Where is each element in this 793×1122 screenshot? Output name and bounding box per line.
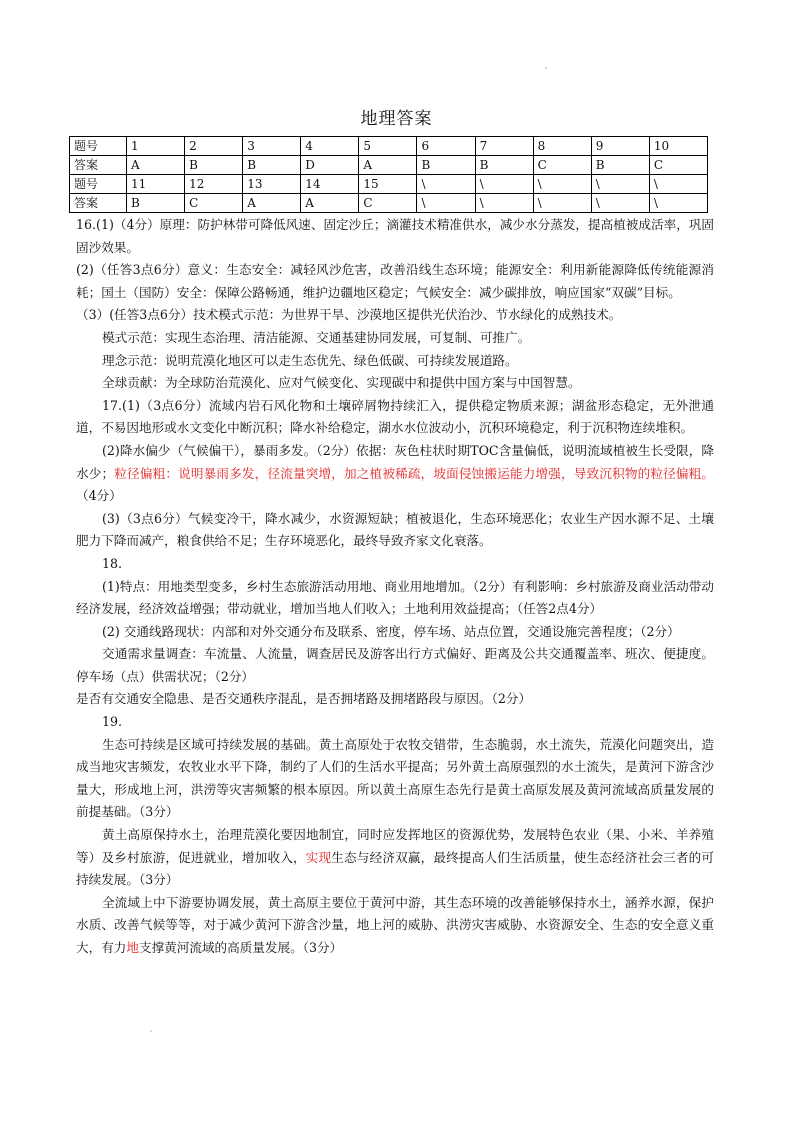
q16-part2: (2)（任答3点6分）意义：生态安全：减轻风沙危害，改善沿线生态环境；能源安全：利用新能源降低传统能源消耗；国土（国防）安全：保障公路畅通，维护边疆地区稳定；气候安全：减少碳排放，响应国家“双碳”目标。 bbox=[76, 262, 714, 300]
q18-part2-demand: 交通需求量调查：车流量、人流量，调查居民及游客出行方式偏好、距离及公共交通覆盖率、班次、便捷度。停车场（点）供需状况；（2分） bbox=[76, 646, 714, 684]
answer-table-cell: A bbox=[301, 194, 359, 213]
q16-part3-global: 全球贡献：为全球防治荒漠化、应对气候变化、实现碳中和提供中国方案与中国智慧。 bbox=[102, 375, 581, 391]
answer-table-cell: 10 bbox=[649, 137, 707, 156]
answer-table-cell: \ bbox=[475, 175, 533, 194]
answer-table-cell: \ bbox=[417, 175, 475, 194]
answer-table-row-header: 题号 bbox=[70, 175, 127, 194]
q19-para2-text: 黄土高原保持水土，治理荒漠化要因地制宜，同时应发挥地区的资源优势，发展特色农业（果、小米、羊养殖等）及乡村旅游，促进就业，增加收入， bbox=[76, 827, 714, 865]
answer-table-cell: C bbox=[533, 156, 591, 175]
answer-table-cell: A bbox=[127, 156, 185, 175]
scan-speck bbox=[545, 67, 547, 69]
answer-table-row-header: 答案 bbox=[70, 194, 127, 213]
q19-para3-text: 全流域上中下游要协调发展，黄土高原主要位于黄河中游，其生态环境的改善能够保持水土，涵养水源，保护水质、改善气候等等，对于减少黄河下游含沙量，地上河的威胁、洪涝灾害威胁、水资源安全、生态的安全意义重大，有力 bbox=[76, 894, 714, 955]
q18-part2: (2) 交通线路现状：内部和对外交通分布及联系、密度，停车场、站点位置，交通设施完善程度；（2分） bbox=[102, 623, 680, 639]
answer-table-cell: 9 bbox=[591, 137, 649, 156]
answer-body bbox=[76, 214, 714, 960]
answer-table-cell: B bbox=[243, 156, 301, 175]
q16-part3-mode: 模式示范：实现生态治理、清洁能源、交通基建协同发展，可复制、可推广。 bbox=[102, 329, 531, 345]
q17-part2-text: (2)降水偏少（气候偏干），暴雨多发。（2分）依据：灰色柱状时期TOC含量偏低，说明流域植被生长受限，降水少； bbox=[76, 442, 714, 481]
answer-table-cell: D bbox=[301, 156, 359, 175]
answer-table-row bbox=[70, 156, 708, 175]
answer-table-cell: 3 bbox=[243, 137, 301, 156]
answer-table-cell: 4 bbox=[301, 137, 359, 156]
scan-speck bbox=[150, 1030, 152, 1032]
answer-table-cell: \ bbox=[649, 175, 707, 194]
answer-table-row bbox=[70, 137, 708, 156]
answer-table-cell: A bbox=[243, 194, 301, 213]
answer-table-cell: C bbox=[359, 194, 417, 213]
answer-table-cell: 1 bbox=[127, 137, 185, 156]
answer-table-cell: \ bbox=[533, 175, 591, 194]
answer-table-row bbox=[70, 175, 708, 194]
answer-table-cell: \ bbox=[591, 175, 649, 194]
q17-part2-highlight: 粒径偏粗：说明暴雨多发，径流量突增，加之植被稀疏，坡面侵蚀搬运能力增强，导致沉积物的粒径偏粗。 bbox=[114, 465, 715, 481]
answer-table-cell: \ bbox=[591, 194, 649, 213]
answer-table-cell: 14 bbox=[301, 175, 359, 194]
answer-table-cell: \ bbox=[533, 194, 591, 213]
answer-table-cell: 13 bbox=[243, 175, 301, 194]
q19-para3-highlight: 地 bbox=[126, 940, 139, 955]
answer-table-cell: 8 bbox=[533, 137, 591, 156]
answer-table-cell: 12 bbox=[185, 175, 243, 194]
q19-para2-rest: 生态与经济双赢，最终提高人们生活质量，使生态经济社会三者的可持续发展。（3分） bbox=[76, 849, 715, 888]
answer-table-row bbox=[70, 194, 708, 213]
q17-part2-score: （4分） bbox=[76, 488, 122, 504]
page-title: 地理答案 bbox=[360, 109, 433, 129]
q18-part1: (1)特点：用地类型变多，乡村生态旅游活动用地、商业用地增加。（2分）有利影响：乡村旅游及商业活动带动经济发展，经济效益增强；带动就业，增加当地人们收入；土地利用效益提高；（任答2点4分） bbox=[76, 578, 714, 617]
q19-para2-highlight: 实现 bbox=[305, 849, 332, 865]
answer-table bbox=[69, 136, 708, 213]
q19-para2 bbox=[76, 824, 714, 892]
answer-table-cell: 7 bbox=[475, 137, 533, 156]
q16-part3: （3）(任答3点6分）技术模式示范：为世界干旱、沙漠地区提供光伏治沙、节水绿化的成熟技术。 bbox=[76, 307, 622, 323]
answer-table-cell: B bbox=[475, 156, 533, 175]
answer-table-cell: 11 bbox=[127, 175, 185, 194]
answer-table-cell: C bbox=[185, 194, 243, 213]
q19-para3-rest: 支撑黄河流域的高质量发展。（3分） bbox=[138, 940, 343, 955]
answer-table-cell: B bbox=[417, 156, 475, 175]
answer-table-cell: B bbox=[185, 156, 243, 175]
q16-part1: 16.(1)（4分）原理：防护林带可降低风速、固定沙丘；滴灌技术精准供水，减少水分蒸发，提高植被成活率，巩固固沙效果。 bbox=[76, 217, 714, 255]
answer-table-cell: A bbox=[359, 156, 417, 175]
answer-table-row-header: 题号 bbox=[70, 137, 127, 156]
answer-table-cell: \ bbox=[417, 194, 475, 213]
q18-part2-safety: 是否有交通安全隐患、是否交通秩序混乱，是否拥堵路及拥堵路段与原因。（2分） bbox=[76, 691, 532, 707]
answer-table-cell: \ bbox=[475, 194, 533, 213]
answer-table-row-header: 答案 bbox=[70, 156, 127, 175]
q16-part3-concept: 理念示范：说明荒漠化地区可以走生态优先、绿色低碳、可持续发展道路。 bbox=[102, 352, 518, 368]
q19-number: 19. bbox=[102, 714, 123, 730]
q17-part2 bbox=[76, 440, 714, 508]
answer-table-cell: 15 bbox=[359, 175, 417, 194]
answer-table-cell: 6 bbox=[417, 137, 475, 156]
answer-table-cell: C bbox=[649, 156, 707, 175]
answer-table-cell: 5 bbox=[359, 137, 417, 156]
answer-table-cell: 2 bbox=[185, 137, 243, 156]
q19-para3 bbox=[76, 892, 714, 960]
q17-part3: (3)（3点6分）气候变冷干，降水减少，水资源短缺；植被退化，生态环境恶化；农业生产因水源不足、土壤肥力下降而减产，粮食供给不足；生存环境恶化，最终导致齐家文化衰落。 bbox=[76, 510, 714, 549]
answer-table-cell: \ bbox=[649, 194, 707, 213]
q18-number: 18. bbox=[102, 555, 123, 571]
answer-table-cell: B bbox=[591, 156, 649, 175]
q19-para1: 生态可持续是区域可持续发展的基础。黄土高原处于农牧交错带，生态脆弱，水土流失，荒漠化问题突出，造成当地灾害频发，农牧业水平下降，制约了人们的生活水平提高；另外黄土高原强烈的水土流失，是黄河下游含沙量大，形成地上河，洪涝等灾害频繁的根本原因。所以黄土高原生态先行是黄土高原发展及黄河流域高质量发展的前提基础。（3分） bbox=[76, 736, 714, 820]
q17-part1: 17.(1)（3点6分）流域内岩石风化物和土壤碎屑物持续汇入，提供稳定物质来源；湖盆形态稳定，无外泄通道，不易因地形或水文变化中断沉积；降水补给稳定，湖水水位波动小，沉积环境稳定，利于沉积物连续堆积。 bbox=[76, 397, 714, 436]
answer-table-cell: B bbox=[127, 194, 185, 213]
